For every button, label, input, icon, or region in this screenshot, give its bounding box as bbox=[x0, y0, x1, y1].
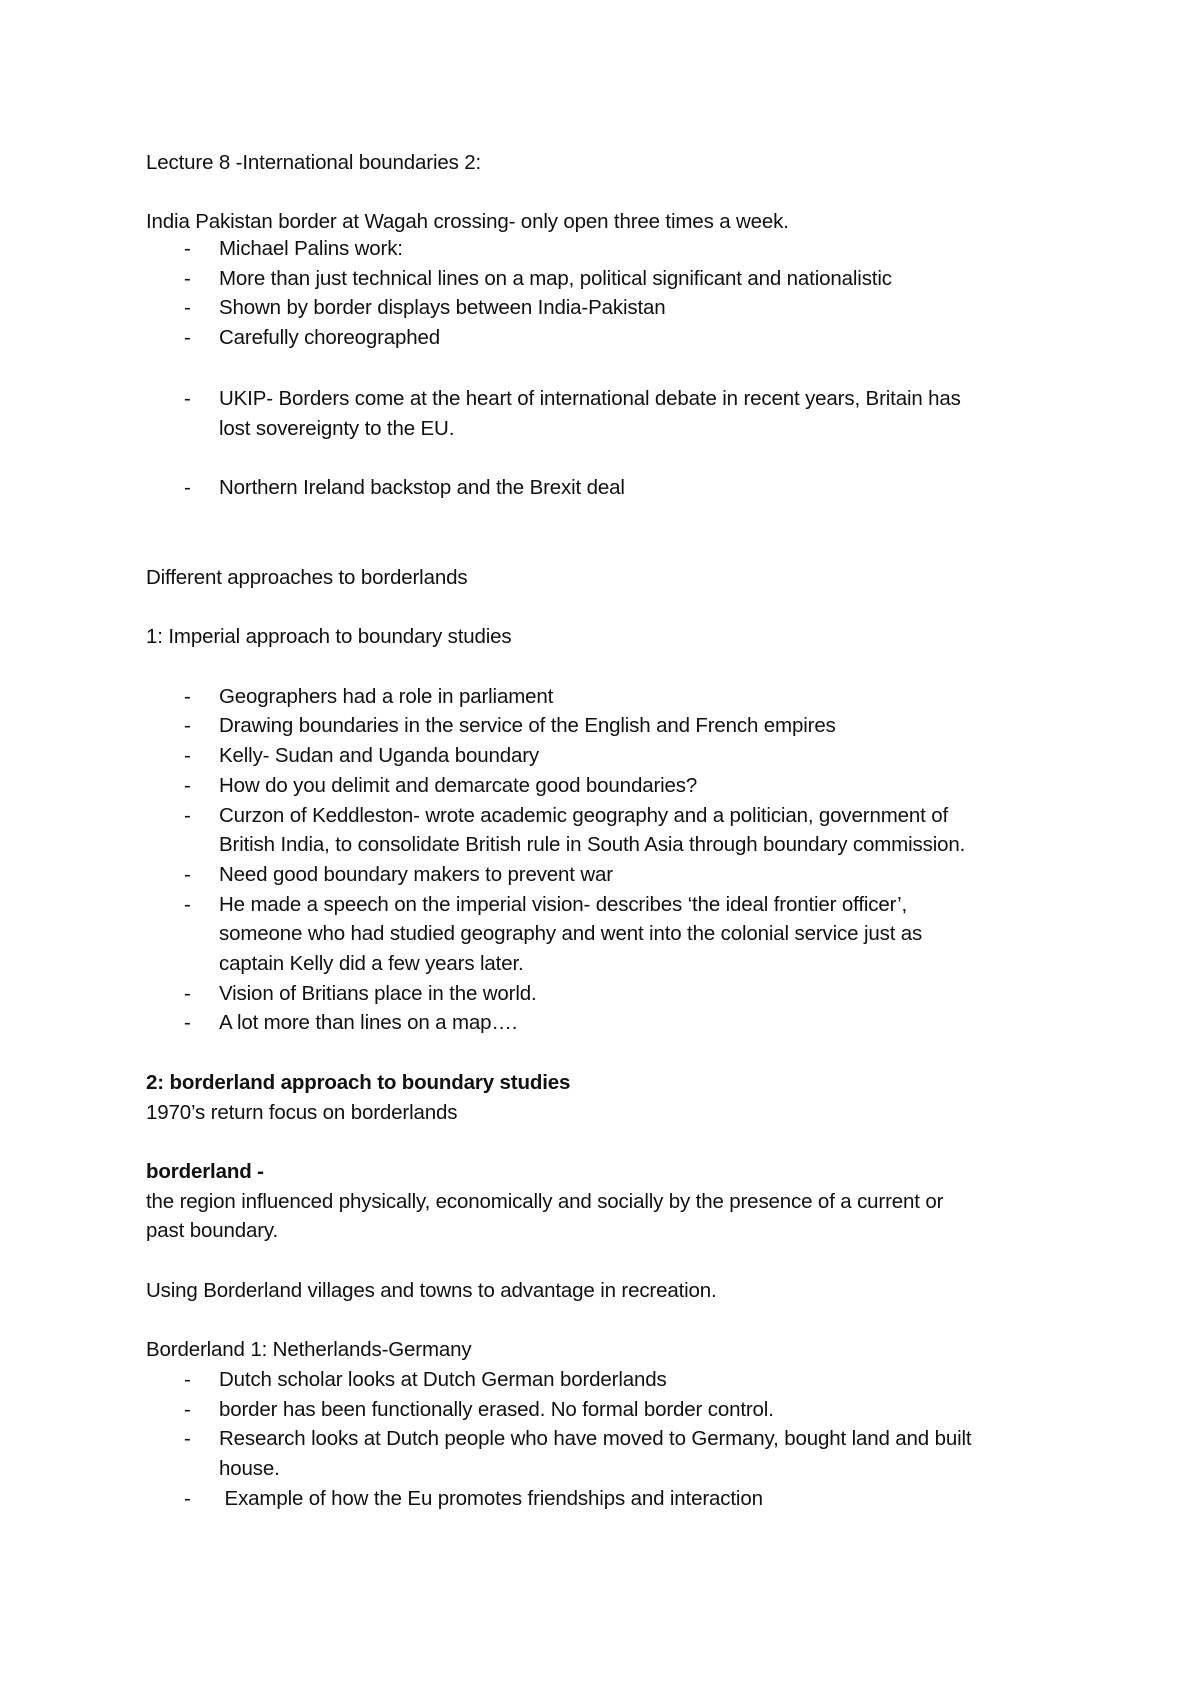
bullet-dash: - bbox=[184, 893, 191, 916]
section-heading: Different approaches to borderlands bbox=[146, 566, 468, 589]
list-item-text: Curzon of Keddleston- wrote academic geography and a politician, government of bbox=[219, 804, 949, 827]
list-item-continuation: lost sovereignty to the EU. bbox=[219, 417, 455, 440]
page-title: Lecture 8 -International boundaries 2: bbox=[146, 151, 482, 174]
list-item-continuation: house. bbox=[219, 1457, 280, 1480]
list-item-continuation: British India, to consolidate British rule in South Asia through boundary commission. bbox=[219, 833, 966, 856]
definition-text: past boundary. bbox=[146, 1219, 279, 1242]
list-item-text: A lot more than lines on a map…. bbox=[219, 1011, 518, 1034]
bullet-dash: - bbox=[184, 982, 191, 1005]
subsection-heading: 2: borderland approach to boundary studies bbox=[146, 1071, 571, 1094]
bullet-dash: - bbox=[184, 714, 191, 737]
definition-text: the region influenced physically, economically and socially by the presence of a current or bbox=[146, 1190, 944, 1213]
bullet-dash: - bbox=[184, 237, 191, 260]
list-item-text: He made a speech on the imperial vision- describes ‘the ideal frontier officer’, bbox=[219, 893, 908, 916]
subsection-subtitle: 1970’s return focus on borderlands bbox=[146, 1101, 458, 1124]
bullet-dash: - bbox=[184, 804, 191, 827]
subsection-heading: Borderland 1: Netherlands-Germany bbox=[146, 1338, 472, 1361]
list-item-text: How do you delimit and demarcate good boundaries? bbox=[219, 774, 698, 797]
list-item-text: Dutch scholar looks at Dutch German borderlands bbox=[219, 1368, 667, 1391]
recreation-paragraph: Using Borderland villages and towns to advantage in recreation. bbox=[146, 1279, 717, 1302]
bullet-dash: - bbox=[184, 685, 191, 708]
bullet-dash: - bbox=[184, 267, 191, 290]
list-item-text: Shown by border displays between India-Pakistan bbox=[219, 296, 666, 319]
list-item-text: Geographers had a role in parliament bbox=[219, 685, 554, 708]
bullet-dash: - bbox=[184, 1427, 191, 1450]
definition-term: borderland - bbox=[146, 1160, 264, 1183]
list-item-text: Carefully choreographed bbox=[219, 326, 441, 349]
list-item-text: Need good boundary makers to prevent war bbox=[219, 863, 613, 886]
list-item-text: Drawing boundaries in the service of the English and French empires bbox=[219, 714, 836, 737]
list-item-text: UKIP- Borders come at the heart of international debate in recent years, Britain has bbox=[219, 387, 961, 410]
bullet-dash: - bbox=[184, 1398, 191, 1421]
bullet-dash: - bbox=[184, 744, 191, 767]
bullet-dash: - bbox=[184, 326, 191, 349]
bullet-dash: - bbox=[184, 774, 191, 797]
list-item-text: Research looks at Dutch people who have moved to Germany, bought land and built bbox=[219, 1427, 972, 1450]
list-item-text: Vision of Britians place in the world. bbox=[219, 982, 537, 1005]
list-item-text: Example of how the Eu promotes friendships and interaction bbox=[219, 1487, 763, 1510]
list-item-text: Northern Ireland backstop and the Brexit deal bbox=[219, 476, 625, 499]
bullet-dash: - bbox=[184, 1368, 191, 1391]
bullet-dash: - bbox=[184, 296, 191, 319]
bullet-dash: - bbox=[184, 387, 191, 410]
subsection-heading: 1: Imperial approach to boundary studies bbox=[146, 625, 512, 648]
bullet-dash: - bbox=[184, 1011, 191, 1034]
bullet-dash: - bbox=[184, 476, 191, 499]
list-item-text: border has been functionally erased. No formal border control. bbox=[219, 1398, 774, 1421]
list-item-continuation: captain Kelly did a few years later. bbox=[219, 952, 524, 975]
bullet-dash: - bbox=[184, 863, 191, 886]
list-item-continuation: someone who had studied geography and went into the colonial service just as bbox=[219, 922, 923, 945]
list-item-text: Kelly- Sudan and Uganda boundary bbox=[219, 744, 540, 767]
list-item-text: More than just technical lines on a map, political significant and nationalistic bbox=[219, 267, 892, 290]
intro-paragraph: India Pakistan border at Wagah crossing- only open three times a week. bbox=[146, 210, 789, 233]
list-item-text: Michael Palins work: bbox=[219, 237, 403, 260]
bullet-dash: - bbox=[184, 1487, 191, 1510]
